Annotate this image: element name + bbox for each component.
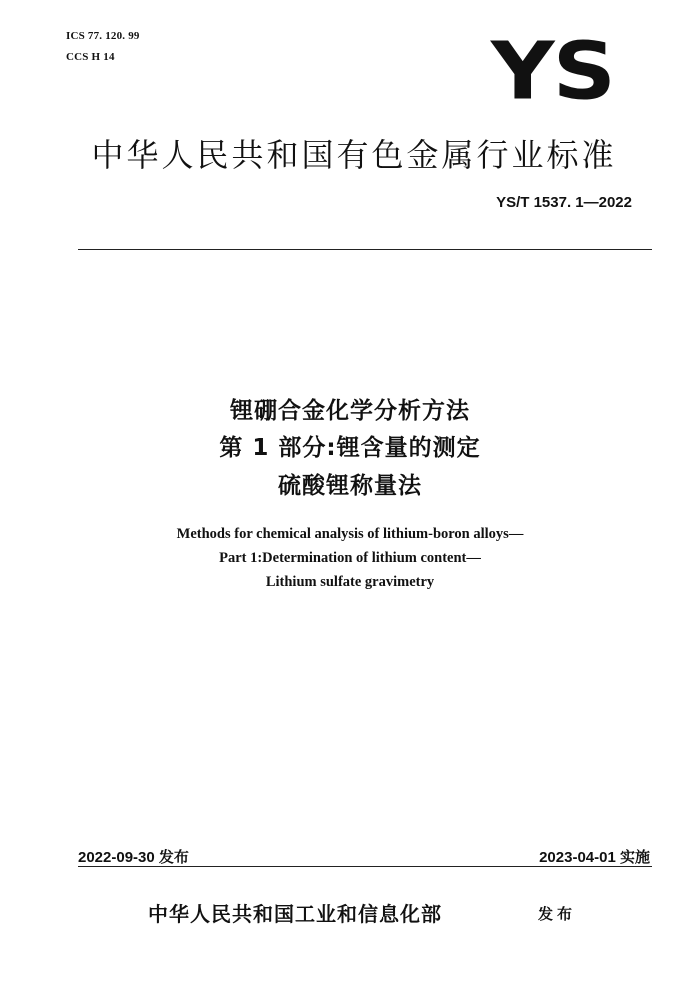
bottom-divider	[78, 866, 652, 867]
organization-title: 中华人民共和国有色金属行业标准	[91, 136, 617, 174]
chinese-title-line-3: 硫酸锂称量法	[278, 473, 422, 499]
issuing-ministry: 中华人民共和国工业和信息化部	[148, 902, 442, 926]
chinese-title-line-2: 第 1 部分:锂含量的测定	[219, 435, 481, 461]
publish-label: 发布	[538, 905, 577, 923]
ys-logo: YS	[490, 24, 614, 118]
english-title-line-3: Lithium sulfate gravimetry	[265, 574, 435, 590]
top-divider	[78, 249, 652, 250]
ccs-code: CCS H 14	[66, 51, 115, 63]
standard-number: YS/T 1537. 1—2022	[496, 194, 632, 211]
issue-date: 2022-09-30 发布	[78, 849, 189, 866]
english-title-line-1: Methods for chemical analysis of lithium-boron alloys—	[176, 526, 524, 542]
implementation-date: 2023-04-01 实施	[539, 849, 650, 866]
ics-code: ICS 77. 120. 99	[66, 30, 140, 42]
chinese-title-line-1: 锂硼合金化学分析方法	[230, 398, 470, 424]
english-title-line-2: Part 1:Determination of lithium content—	[219, 550, 481, 566]
